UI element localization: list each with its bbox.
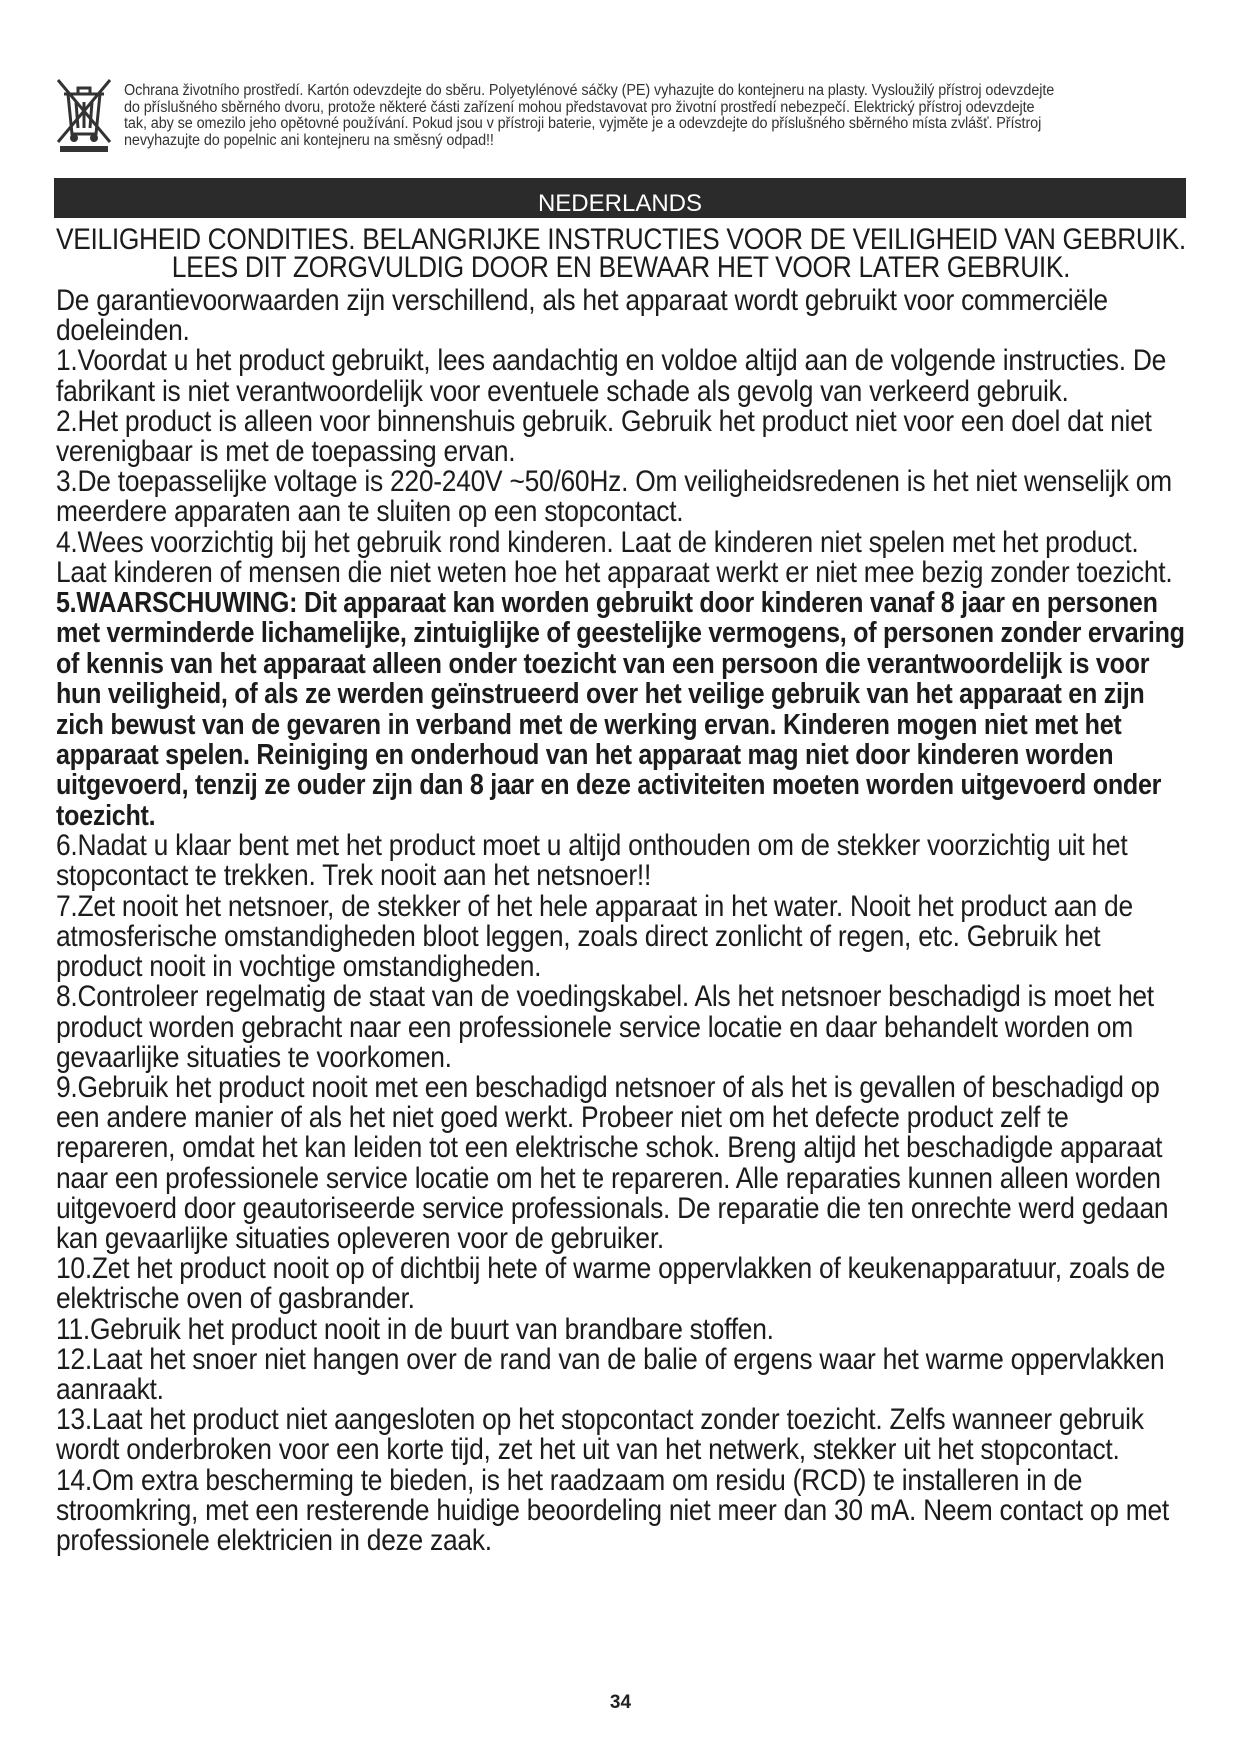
- instruction-item: 10.Zet het product nooit op of dichtbij hete of warme oppervlakken of keukenapparatuur, zoals de elektrische oven of gasbrander.: [56, 1252, 1166, 1316]
- narrow-wrapper: [56, 220, 1186, 1556]
- section-title: VEILIGHEID CONDITIES. BELANGRIJKE INSTRUCTIES VOOR DE VEILIGHEID VAN GEBRUIK. LEES DIT ZORGVULDIG DOOR EN BEWAAR HET VOOR LATER GEBRUIK.: [56, 223, 1186, 284]
- instruction-item: 12.Laat het snoer niet hangen over de rand van de balie of ergens waar het warme oppervlakken aanraakt.: [56, 1342, 1165, 1406]
- language-bar: NEDERLANDS: [54, 178, 1186, 218]
- instruction-item: 4.Wees voorzichtig bij het gebruik rond kinderen. Laat de kinderen niet spelen met het product. Laat kinderen of mensen die niet weten hoe het apparaat werkt er niet mee bezig zonder toezicht.: [56, 525, 1173, 589]
- safety-instructions: [56, 220, 1186, 1556]
- instruction-item: 6.Nadat u klaar bent met het product moet u altijd onthouden om de stekker voorzichtig uit het stopcontact te trekken. Trek nooit aan het netsnoer!!: [56, 829, 1128, 893]
- instruction-item: 3.De toepasselijke voltage is 220-240V ~50/60Hz. Om veiligheidsredenen is het niet wenselijk om meerdere apparaten aan te sluiten op een stopcontact.: [56, 465, 1172, 529]
- instruction-item: 13.Laat het product niet aangesloten op het stopcontact zonder toezicht. Zelfs wanneer gebruik wordt onderbroken voor een korte tijd, zet het uit van het netwerk, stekker uit het stopcontact.: [56, 1403, 1144, 1467]
- instruction-item: 9.Gebruik het product nooit met een beschadigd netsnoer of als het is gevallen of beschadigd op een andere manier of als het niet goed werkt. Probeer niet om het defecte product zelf te repareren, omdat het kan leiden tot een elektrische schok. Breng altijd het beschadigde apparaat naar een professionele service locatie om het te repareren. Alle reparaties kunnen alleen worden uitgevoerd door geautoriseerde service professionals. De reparatie die ten onrechte werd gedaan kan gevaarlijke situaties opleveren voor de gebruiker.: [56, 1070, 1169, 1255]
- notice-text: Ochrana životního prostředí. Kartón odevzdejte do sběru. Polyetylénové sáčky (PE) vyhazujte do kontejneru na plasty. Vysloužilý přístroj odevzdejte do příslušného sběrného dvoru, protože některé části zařízení mohou představovat pro životní prostředí nebezpečí. Elektrický přístroj odevzdejte tak, aby se omezilo jeho opětovné používání. Pokud jsou v přístroji baterie, vyjměte je a odevzdejte do příslušného sběrného místa zvlášť. Přístroj nevyhazujte do popelnic ani kontejneru na směsný odpad!!: [124, 82, 1055, 149]
- instruction-item: 8.Controleer regelmatig de staat van de voedingskabel. Als het netsnoer beschadigd is moet het product worden gebracht naar een professionele service locatie en daar behandelt worden om gevaarlijke situaties te voorkomen.: [56, 980, 1154, 1074]
- instruction-item: 14.Om extra bescherming te bieden, is het raadzaam om residu (RCD) te installeren in de stroomkring, met een resterende huidige beoordeling niet meer dan 30 mA. Neem contact op met professionele elektricien in deze zaak.: [56, 1463, 1170, 1557]
- warning-paragraph: 5.WAARSCHUWING: Dit apparaat kan worden gebruikt door kinderen vanaf 8 jaar en personen met verminderde lichamelijke, zintuiglijke of geestelijke vermogens, of personen zonder ervaring of kennis van het apparaat alleen onder toezicht van een persoon die verantwoordelijk is voor hun veiligheid, of als ze werden geïnstrueerd over het veilige gebruik van het apparaat en zijn zich bewust van de gevaren in verband met de werking ervan. Kinderen mogen niet met het apparaat spelen. Reiniging en onderhoud van het apparaat mag niet door kinderen worden uitgevoerd, tenzij ze ouder zijn dan 8 jaar en deze activiteiten moeten worden uitgevoerd onder toezicht.: [56, 587, 1185, 832]
- instruction-item: 1.Voordat u het product gebruikt, lees aandachtig en voldoe altijd aan de volgende instructies. De fabrikant is niet verantwoordelijk voor eventuele schade als gevolg van verkeerd gebruik.: [56, 344, 1167, 408]
- intro-paragraph: De garantievoorwaarden zijn verschillend, als het apparaat wordt gebruikt voor commerciële doeleinden.: [56, 284, 1108, 348]
- environment-notice: [54, 76, 1184, 160]
- crossed-out-wheelie-bin-icon: [54, 76, 114, 152]
- instruction-item: 11.Gebruik het product nooit in de buurt van brandbare stoffen.: [56, 1312, 774, 1346]
- instruction-item: 7.Zet nooit het netsnoer, de stekker of het hele apparaat in het water. Nooit het product aan de atmosferische omstandigheden bloot leggen, zoals direct zonlicht of regen, etc. Gebruik het product nooit in vochtige omstandigheden.: [56, 889, 1133, 984]
- page-number: 34: [609, 1692, 632, 1713]
- instruction-item: 2.Het product is alleen voor binnenshuis gebruik. Gebruik het product niet voor een doel dat niet verenigbaar is met de toepassing ervan.: [56, 404, 1152, 469]
